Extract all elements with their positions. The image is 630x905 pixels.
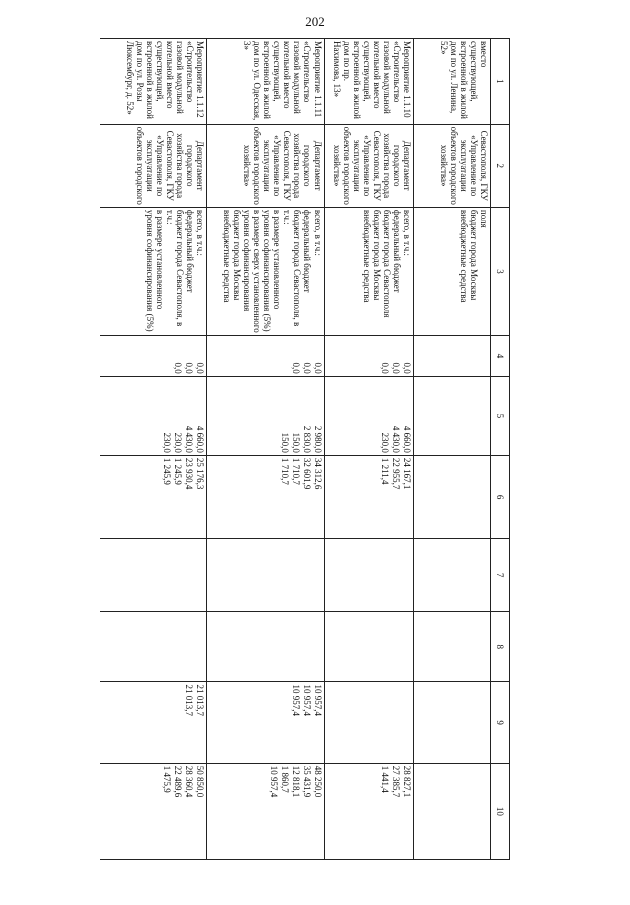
value-line: 48 250,0 [312,765,323,798]
table-body [100,39,491,860]
value-stack [326,766,413,857]
table-row [324,39,414,860]
funding-source-line: бюджет города Севастополя, в т.ч.: [282,209,303,327]
value-line: 32 601,9 [301,457,312,490]
funding-source-line: федеральный бюджет [392,209,403,293]
value-line: 0,0 [290,362,301,374]
value-stack [208,766,322,857]
value-stack [101,766,205,857]
funding-source-line: бюджет города Москвы [231,209,242,301]
col-header-6: 6 [491,455,510,538]
value-line: 0,0 [173,362,184,374]
column-number-row [491,39,510,860]
col-header-4: 4 [491,336,510,377]
value-line: 35 431,9 [301,765,312,798]
col-header-5: 5 [491,376,510,455]
value-line: 4 430,0 [184,425,195,453]
value-line: 1 441,4 [380,765,391,793]
funding-source-line: федеральный бюджет [302,209,313,293]
value-line: 2 980,0 [312,425,323,453]
cell-col-4 [324,336,414,377]
value-line: 0,0 [312,362,323,374]
value-line: 4 660,0 [402,425,413,453]
value-stack [101,614,205,680]
cell-col-7 [324,539,414,612]
value-stack [326,379,413,453]
cell-col-9 [207,682,324,763]
value-line: 1 710,7 [279,457,290,485]
value-stack [415,614,489,680]
cell-col-7 [207,539,324,612]
value-stack [208,379,322,453]
value-line: 4 660,0 [195,425,206,453]
value-line: 10 957,4 [268,765,279,798]
value-stack [101,458,205,536]
funding-source-line: в размере установленного уровня софинансирования (5%) [144,209,165,332]
cell-col-6 [207,455,324,538]
cell-col-10 [100,763,207,859]
funding-source-line: в размере установленного уровня софинансирования (5%) [262,209,283,332]
funding-source-line: бюджет города Севастополя [382,209,393,318]
value-line: 24 167,1 [402,457,413,490]
value-stack [208,338,322,374]
cell-col-5 [100,376,207,455]
value-line: 1 245,9 [173,457,184,485]
value-line: 0,0 [380,362,391,374]
cell-col-5 [207,376,324,455]
cell-col-8 [207,611,324,682]
funding-source-line: внебюджетные средства [458,209,469,303]
cell-col-9 [414,682,491,763]
value-line: 27 385,7 [391,765,402,798]
value-line: 50 850,0 [195,765,206,798]
value-line: 12 818,1 [290,765,301,798]
funding-source-line: внебюджетные средства [361,209,372,303]
cell-col-4 [100,336,207,377]
cell-col-7 [100,539,207,612]
funding-source-line: всего, в т.ч.: [402,209,413,256]
cell-col-7 [414,539,491,612]
value-stack [326,458,413,536]
cell-col-3 [414,207,491,335]
cell-col-10 [207,763,324,859]
value-line: 4 430,0 [391,425,402,453]
funding-source-line: бюджет города Москвы [468,209,479,301]
cell-col-4 [207,336,324,377]
col-header-1: 1 [491,39,510,125]
table-row [207,39,324,860]
value-line: 10 957,4 [312,684,323,716]
cell-col-5 [324,376,414,455]
value-stack [208,458,322,536]
cell-col-2: Департамент городского хозяйства города Севастополя, ГКУ «Управление по эксплуатации объектов городского [100,124,207,207]
value-line: 28 360,4 [184,765,195,798]
funding-source-line: бюджет города Москвы [371,209,382,301]
cell-col-3 [207,207,324,335]
value-line: 10 957,4 [301,684,312,716]
cell-col-6 [324,455,414,538]
value-stack [326,684,413,760]
value-line: 0,0 [195,362,206,374]
funding-source-line: внебюджетные средства [221,209,232,303]
cell-col-10 [414,763,491,859]
funding-source-line: всего, в т.ч.: [195,209,206,256]
col-header-9: 9 [491,682,510,763]
cell-col-3 [100,207,207,335]
value-line: 21 013,7 [195,684,206,716]
cell-col-6 [100,455,207,538]
cell-col-8 [100,611,207,682]
funding-source-line: в размере сверх установленного уровня софинансирования [242,209,263,333]
cell-col-1: Мероприятие 1.1.10 «Строительство газовой модульной котельной вместо существующей, встроенной в жилой дом по пр. Нахимова, 13» [324,39,414,125]
value-stack [208,684,322,760]
value-stack [101,379,205,453]
value-line: 230,0 [162,432,173,453]
value-stack [101,684,205,760]
table-row [100,39,207,860]
cell-col-1: Мероприятие 1.1.12 «Строительство газовой модульной котельной вместо существующей, встроенной в жилой дом по ул. Розы Люксембург, д. 52» [100,39,207,125]
value-line: 1 245,9 [162,457,173,485]
cell-col-8 [324,611,414,682]
value-line: 25 176,3 [195,457,206,490]
value-stack [101,338,205,374]
funding-source-line: бюджет города Севастополя, в т.ч.: [164,209,186,327]
col-header-8: 8 [491,611,510,682]
col-header-2: 2 [491,124,510,207]
value-line: 1 475,9 [162,765,173,793]
table-row [414,39,491,860]
value-line: 1 710,7 [290,457,301,485]
cell-col-10 [324,763,414,859]
cell-col-2: Севастополя, ГКУ «Управление по эксплуатации объектов городского хозяйства» [414,124,491,207]
value-line: 22 489,6 [173,765,184,798]
rotated-page [100,38,510,860]
value-line: 150,0 [279,432,290,453]
value-line: 23 930,4 [184,457,195,490]
cell-col-6 [414,455,491,538]
cell-col-9 [100,682,207,763]
value-line: 28 827,1 [402,765,413,798]
value-line: 34 312,6 [312,457,323,490]
cell-col-9 [324,682,414,763]
value-stack [415,541,489,609]
value-line: 22 955,7 [391,457,402,490]
cell-col-1: Мероприятие 1.1.11 «Строительство газовой модульной котельной вместо существующей, встроенной в жилой дом по ул. Одесская, 3» [207,39,324,125]
funding-source-line: всего, в т.ч.: [312,209,323,256]
col-header-7: 7 [491,539,510,612]
funding-source-line: поля [479,209,489,228]
cell-col-2: Департамент городского хозяйства города Севастополя, ГКУ «Управление по эксплуатации объектов городского хозяйства» [324,124,414,207]
value-line: 21 013,7 [184,684,195,716]
rotated-table-container [100,38,510,860]
cell-col-8 [414,611,491,682]
value-line: 1 860,7 [279,765,290,793]
value-line: 1 211,4 [380,457,391,485]
value-stack [415,379,489,453]
col-header-10: 10 [491,763,510,859]
cell-col-3 [324,207,414,335]
value-line: 0,0 [402,362,413,374]
funding-source-line: федеральный бюджет [185,209,196,293]
value-line: 230,0 [380,432,391,453]
value-line: 230,0 [173,432,184,453]
col-header-3: 3 [491,207,510,335]
value-stack [415,684,489,760]
value-line: 0,0 [184,362,195,374]
cell-col-4 [414,336,491,377]
value-stack [208,614,322,680]
page-number: 202 [305,14,325,29]
cell-col-2: Департамент городского хозяйства города Севастополя, ГКУ «Управление по эксплуатации объектов городского хозяйства» [207,124,324,207]
value-line: 10 957,4 [290,684,301,716]
value-stack [326,614,413,680]
value-line: 2 830,0 [301,425,312,453]
value-stack [101,541,205,609]
value-stack [415,338,489,374]
cell-col-1: вместо существующей, встроенной в жилой дом по ул. Ленина, 52» [414,39,491,125]
value-line: 0,0 [391,362,402,374]
value-line: 0,0 [301,362,312,374]
value-stack [326,541,413,609]
value-stack [208,541,322,609]
value-line: 150,0 [290,432,301,453]
cell-col-5 [414,376,491,455]
value-stack [415,766,489,857]
value-stack [326,338,413,374]
budget-table [100,38,510,860]
value-stack [415,458,489,536]
